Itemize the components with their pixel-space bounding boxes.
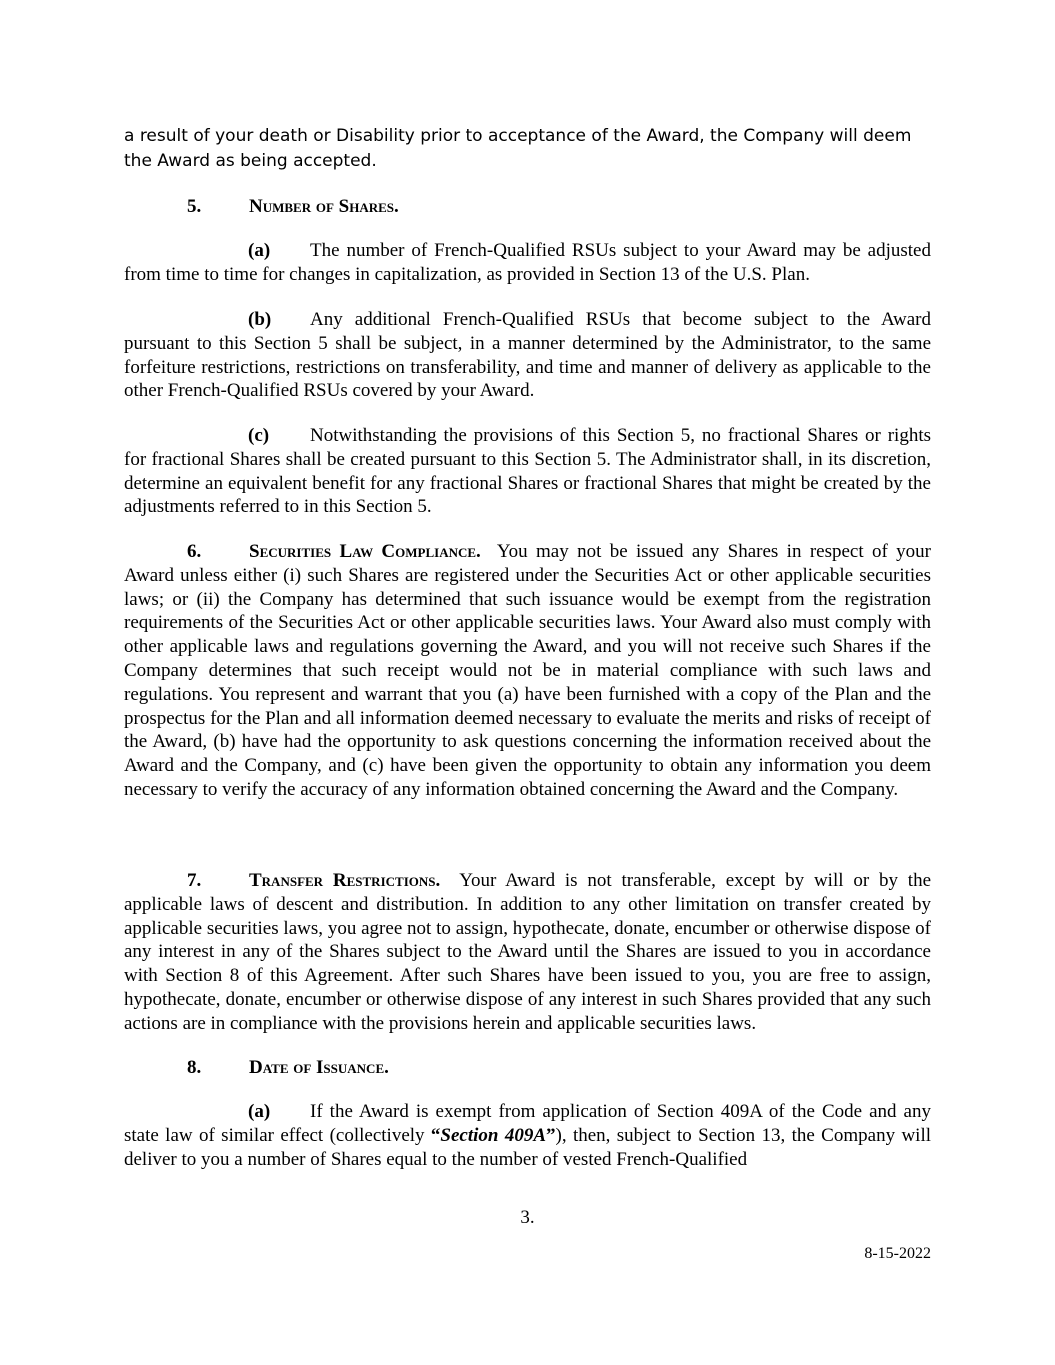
section-5b-paragraph [124, 308, 931, 403]
section-title: Securities Law Compliance. [249, 541, 481, 562]
subsection-label: (c) [248, 425, 270, 446]
section-5c-paragraph [124, 424, 931, 519]
footer-date: 8-15-2022 [864, 1245, 931, 1262]
section-number: 7. [187, 870, 202, 891]
continuation-paragraph: a result of your death or Disability prior to acceptance of the Award, the Company will deem the Award as being accepted. [124, 126, 912, 171]
subsection-text: Any additional French-Qualified RSUs that become subject to the Award pursuant to this Section 5 shall be subject, in a manner determined by the Administrator, to the same forfeiture restrictions, restrictions on transferability, and time and manner of delivery as applicable to the other French-Qualified RSUs covered by your Award. [124, 309, 931, 402]
section-title: Number of Shares. [249, 196, 399, 217]
subsection-text-after: ), then, subject to Section 13, the Company will deliver to you a number of Shares equal to the number of vested French-Qualified [124, 1124, 931, 1170]
section-number: 6. [187, 541, 202, 562]
section-title: Transfer Restrictions. [249, 870, 441, 891]
close-quote: ” [546, 1124, 556, 1146]
section-5a-paragraph [124, 239, 931, 287]
defined-term: Section 409A [440, 1124, 547, 1146]
section-8a-paragraph [124, 1100, 931, 1171]
section-title: Date of Issuance. [249, 1057, 389, 1078]
subsection-label: (a) [248, 240, 271, 261]
section-6-paragraph [124, 540, 931, 802]
subsection-text: The number of French-Qualified RSUs subject to your Award may be adjusted from time to time for changes in capitalization, as provided in Section 13 of the U.S. Plan. [124, 240, 931, 285]
subsection-text-before: If the Award is exempt from application of Section 409A of the Code and any state law of similar effect (collectively [124, 1101, 931, 1146]
section-number: 5. [187, 196, 202, 217]
open-quote: “ [430, 1124, 441, 1146]
subsection-label: (b) [248, 309, 272, 330]
page-number: 3. [520, 1207, 535, 1228]
section-text: You may not be issued any Shares in respect of your Award unless either (i) such Shares are registered under the Securities Act or other applicable securities laws; or (ii) the Company has determined that such issuance would be exempt from the registration requirements of the Securities Act or other applicable securities laws. Your Award also must comply with other applicable laws and regulations governing the Award, and you will not receive such Shares if the Company determines that such receipt would not be in material compliance with such laws and regulations. You represent and warrant that you (a) have been furnished with a copy of the Plan and the prospectus for the Plan and all information deemed necessary to evaluate the merits and risks of receipt of the Award, (b) have had the opportunity to ask questions concerning the information received about the Award and the Company, and (c) have been given the opportunity to obtain any information you deem necessary to verify the accuracy of any information obtained concerning the Award and the Company. [124, 541, 931, 800]
section-7-paragraph [124, 869, 931, 1036]
section-number: 8. [187, 1057, 202, 1078]
section-5-heading [187, 195, 399, 219]
section-text: Your Award is not transferable, except by will or by the applicable laws of descent and distribution. In addition to any other limitation on transfer created by applicable securities laws, you agree not to assign, hypothecate, donate, encumber or otherwise dispose of any interest in any of the Shares subject to the Award until the Shares are issued to you in accordance with Section 8 of this Agreement. After such Shares have been issued to you, you are free to assign, hypothecate, donate, encumber or otherwise dispose of any interest in such Shares provided that any such actions are in compliance with the provisions herein and applicable securities laws. [124, 870, 932, 1034]
section-8-heading [187, 1056, 389, 1080]
subsection-label: (a) [248, 1101, 271, 1122]
subsection-text: Notwithstanding the provisions of this Section 5, no fractional Shares or rights for fractional Shares shall be created pursuant to this Section 5. The Administrator shall, in its discretion, determine an equivalent benefit for any fractional Shares or fractional Shares that might be created by the adjustments referred to in this Section 5. [124, 425, 931, 518]
